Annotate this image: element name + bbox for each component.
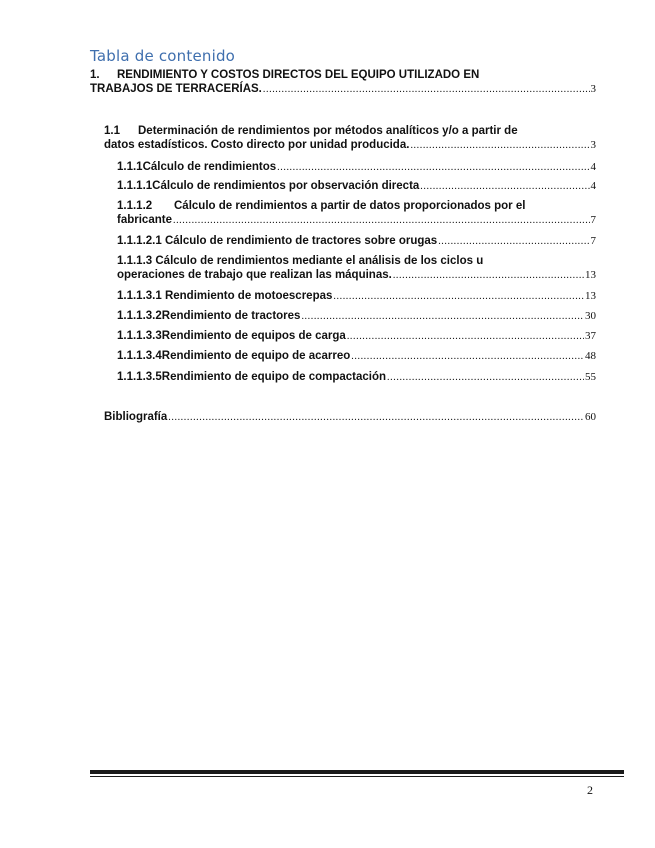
toc-entry-line — [90, 68, 596, 82]
entry-text: Determinación de rendimientos por métodos analíticos y/o a partir de — [138, 125, 518, 137]
toc-entry-2[interactable] — [104, 124, 596, 153]
entry-text: 1.1.1.2.1 Cálculo de rendimiento de tractores sobre orugas — [117, 235, 438, 247]
toc-entry-5[interactable] — [117, 199, 596, 228]
entry-text: Cálculo de rendimientos por observación directa — [152, 180, 420, 192]
toc-entry-line — [117, 179, 596, 194]
entry-page-number: 13 — [585, 290, 596, 302]
entry-text: RENDIMIENTO Y COSTOS DIRECTOS DEL EQUIPO UTILIZADO EN — [117, 69, 480, 81]
toc-entry-8[interactable] — [117, 289, 596, 304]
entry-page-number: 48 — [585, 350, 596, 362]
dot-leader — [347, 330, 584, 344]
dot-leader — [410, 139, 589, 153]
dot-leader — [351, 350, 584, 364]
entry-text: datos estadísticos. Costo directo por unidad producida. — [104, 139, 410, 151]
dot-leader — [420, 180, 589, 194]
entry-text: Bibliografía — [104, 411, 168, 423]
toc-entry-line — [117, 268, 596, 283]
toc-entry-1[interactable] — [90, 68, 596, 97]
toc-entry-7[interactable] — [117, 254, 596, 283]
toc-entry-line — [117, 289, 596, 304]
toc-entry-line — [117, 234, 596, 249]
entry-number: 1.1.1 — [117, 161, 143, 173]
toc-entry-line — [117, 309, 596, 324]
entry-text: Rendimiento de equipo de acarreo — [161, 350, 351, 362]
entry-page-number: 30 — [585, 310, 596, 322]
toc-title: Tabla de contenido — [90, 47, 236, 65]
toc-entry-line — [117, 370, 596, 385]
entry-text: operaciones de trabajo que realizan las máquinas. — [117, 269, 392, 281]
entry-page-number: 7 — [590, 214, 596, 226]
toc-entry-9[interactable] — [117, 309, 596, 324]
entry-text: 1.1.1.3 Cálculo de rendimientos mediante el análisis de los ciclos u — [117, 255, 484, 267]
entry-text: Rendimiento de equipos de carga — [161, 330, 346, 342]
entry-text: Rendimiento de tractores — [161, 310, 301, 322]
entry-number: 1.1.1.3.2 — [117, 310, 162, 322]
entry-page-number: 13 — [585, 269, 596, 281]
page-number: 2 — [587, 783, 593, 797]
toc-entry-line — [104, 138, 596, 153]
toc-entry-11[interactable] — [117, 349, 596, 364]
entry-text: Rendimiento de equipo de compactación — [161, 371, 387, 383]
entry-page-number: 37 — [585, 330, 596, 342]
entry-number: 1.1.1.3.4 — [117, 350, 162, 362]
entry-page-number: 3 — [590, 83, 596, 95]
entry-page-number: 60 — [585, 411, 596, 423]
entry-text: Cálculo de rendimientos — [142, 161, 277, 173]
toc-entry-10[interactable] — [117, 329, 596, 344]
dot-leader — [173, 214, 590, 228]
footer-rule-thick — [90, 770, 624, 774]
entry-number: 1.1 — [104, 125, 120, 137]
toc-entry-line — [117, 213, 596, 228]
dot-leader — [393, 269, 584, 283]
entry-text: 1.1.1.3.1 Rendimiento de motoescrepas — [117, 290, 333, 302]
toc-entry-line — [117, 329, 596, 344]
entry-page-number: 4 — [590, 161, 596, 173]
entry-number: 1. — [90, 69, 100, 81]
dot-leader — [438, 235, 589, 249]
entry-page-number: 3 — [590, 139, 596, 151]
toc-entry-line — [117, 199, 596, 213]
toc-entry-13[interactable] — [104, 410, 596, 425]
toc-entry-4[interactable] — [117, 179, 596, 194]
dot-leader — [333, 290, 584, 304]
footer-rule-thin — [90, 776, 624, 777]
entry-text: TRABAJOS DE TERRACERÍAS. — [90, 83, 262, 95]
entry-number: 1.1.1.2 — [117, 200, 153, 212]
entry-text: Cálculo de rendimientos a partir de datos proporcionados por el — [174, 200, 526, 212]
toc-entry-line — [90, 82, 596, 97]
dot-leader — [277, 161, 589, 175]
entry-number: 1.1.1.3.3 — [117, 330, 162, 342]
entry-text: fabricante — [117, 214, 172, 226]
entry-page-number: 4 — [590, 180, 596, 192]
toc-entry-line — [104, 124, 596, 138]
entry-number: 1.1.1.3.5 — [117, 371, 162, 383]
dot-leader — [168, 411, 584, 425]
toc-entry-line — [117, 254, 596, 268]
dot-leader — [301, 310, 584, 324]
entry-page-number: 7 — [590, 235, 596, 247]
dot-leader — [263, 83, 590, 97]
dot-leader — [387, 371, 584, 385]
toc-entry-12[interactable] — [117, 370, 596, 385]
toc-entry-line — [104, 410, 596, 425]
toc-entry-3[interactable] — [117, 160, 596, 175]
entry-page-number: 55 — [585, 371, 596, 383]
toc-entry-6[interactable] — [117, 234, 596, 249]
entry-number: 1.1.1.1 — [117, 180, 153, 192]
toc-entry-line — [117, 160, 596, 175]
toc-entry-line — [117, 349, 596, 364]
